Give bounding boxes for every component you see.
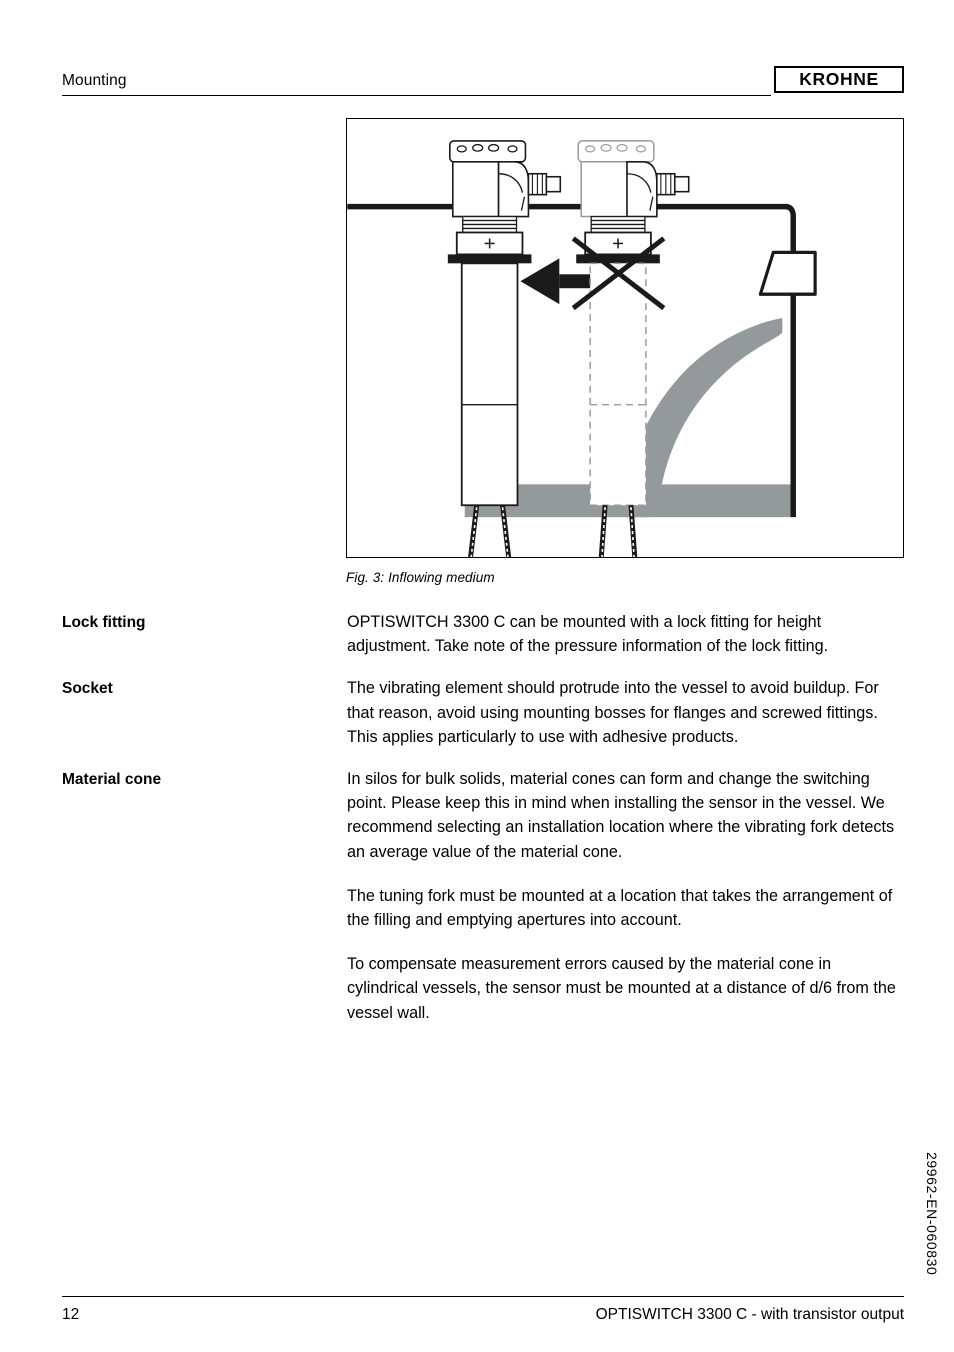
paragraph: The tuning fork must be mounted at a location that takes the arrangement of the filling and emptying apertures into account. <box>347 886 893 930</box>
krohne-logo-text: KROHNE <box>799 68 879 89</box>
incorrect-sensor-shoulder <box>627 162 657 217</box>
section-material-cone <box>62 767 904 1025</box>
page-header-title: Mounting <box>62 72 127 89</box>
section-label-socket: Socket <box>62 680 113 698</box>
section-lock-fitting <box>62 610 904 658</box>
correct-sensor-tube <box>462 263 518 505</box>
section-body-lock-fitting <box>347 610 904 658</box>
figure-caption: Fig. 3: Inflowing medium <box>346 570 495 585</box>
correct-sensor-housing-body <box>453 162 499 217</box>
section-label-lock-fitting: Lock fitting <box>62 614 146 631</box>
section-body-socket <box>347 676 904 749</box>
inflowing-medium-illustration <box>347 119 903 557</box>
incorrect-sensor-tube <box>590 263 646 505</box>
footer-page-number: 12 <box>62 1306 80 1323</box>
paragraph: In silos for bulk solids, material cones can form and change the switching point. Please keep this in mind when installing the sensor in the vessel. We recommend selecting an installation location where the vibrating fork detects an average value of the material cone. <box>347 770 895 861</box>
section-socket <box>62 676 904 749</box>
paragraph: To compensate measurement errors caused by the material cone in cylindrical vessels, the sensor must be mounted at a distance of d/6 from the vessel wall. <box>347 955 896 1022</box>
section-label-material-cone: Material cone <box>62 771 162 789</box>
page-header <box>62 66 904 106</box>
krohne-logo <box>774 66 904 93</box>
footer-document-title: OPTISWITCH 3300 C - with transistor output <box>595 1306 904 1323</box>
figure-inflowing-medium <box>346 118 904 558</box>
correct-sensor-shoulder <box>499 162 529 217</box>
inlet-nozzle <box>760 252 815 294</box>
footer-divider-rule <box>62 1296 904 1297</box>
section-body-material-cone <box>347 767 904 1025</box>
paragraph: OPTISWITCH 3300 C can be mounted with a lock fitting for height adjustment. Take note of the pressure information of the lock fitting. <box>347 613 829 656</box>
incorrect-sensor-neck <box>591 217 645 233</box>
correct-sensor-flange <box>448 254 532 263</box>
document-content <box>62 610 904 1043</box>
correct-sensor-neck <box>463 217 517 233</box>
page-footer <box>62 1306 904 1330</box>
document-code-vertical: 29962-EN-060830 <box>924 1152 940 1276</box>
paragraph: The vibrating element should protrude into the vessel to avoid buildup. For that reason, avoid using mounting bosses for flanges and screwed fittings. This applies particularly to use with adhesive products. <box>347 679 879 746</box>
incorrect-sensor-flange <box>576 254 660 263</box>
header-divider-rule <box>62 95 771 96</box>
incorrect-sensor-housing-body <box>581 162 627 217</box>
